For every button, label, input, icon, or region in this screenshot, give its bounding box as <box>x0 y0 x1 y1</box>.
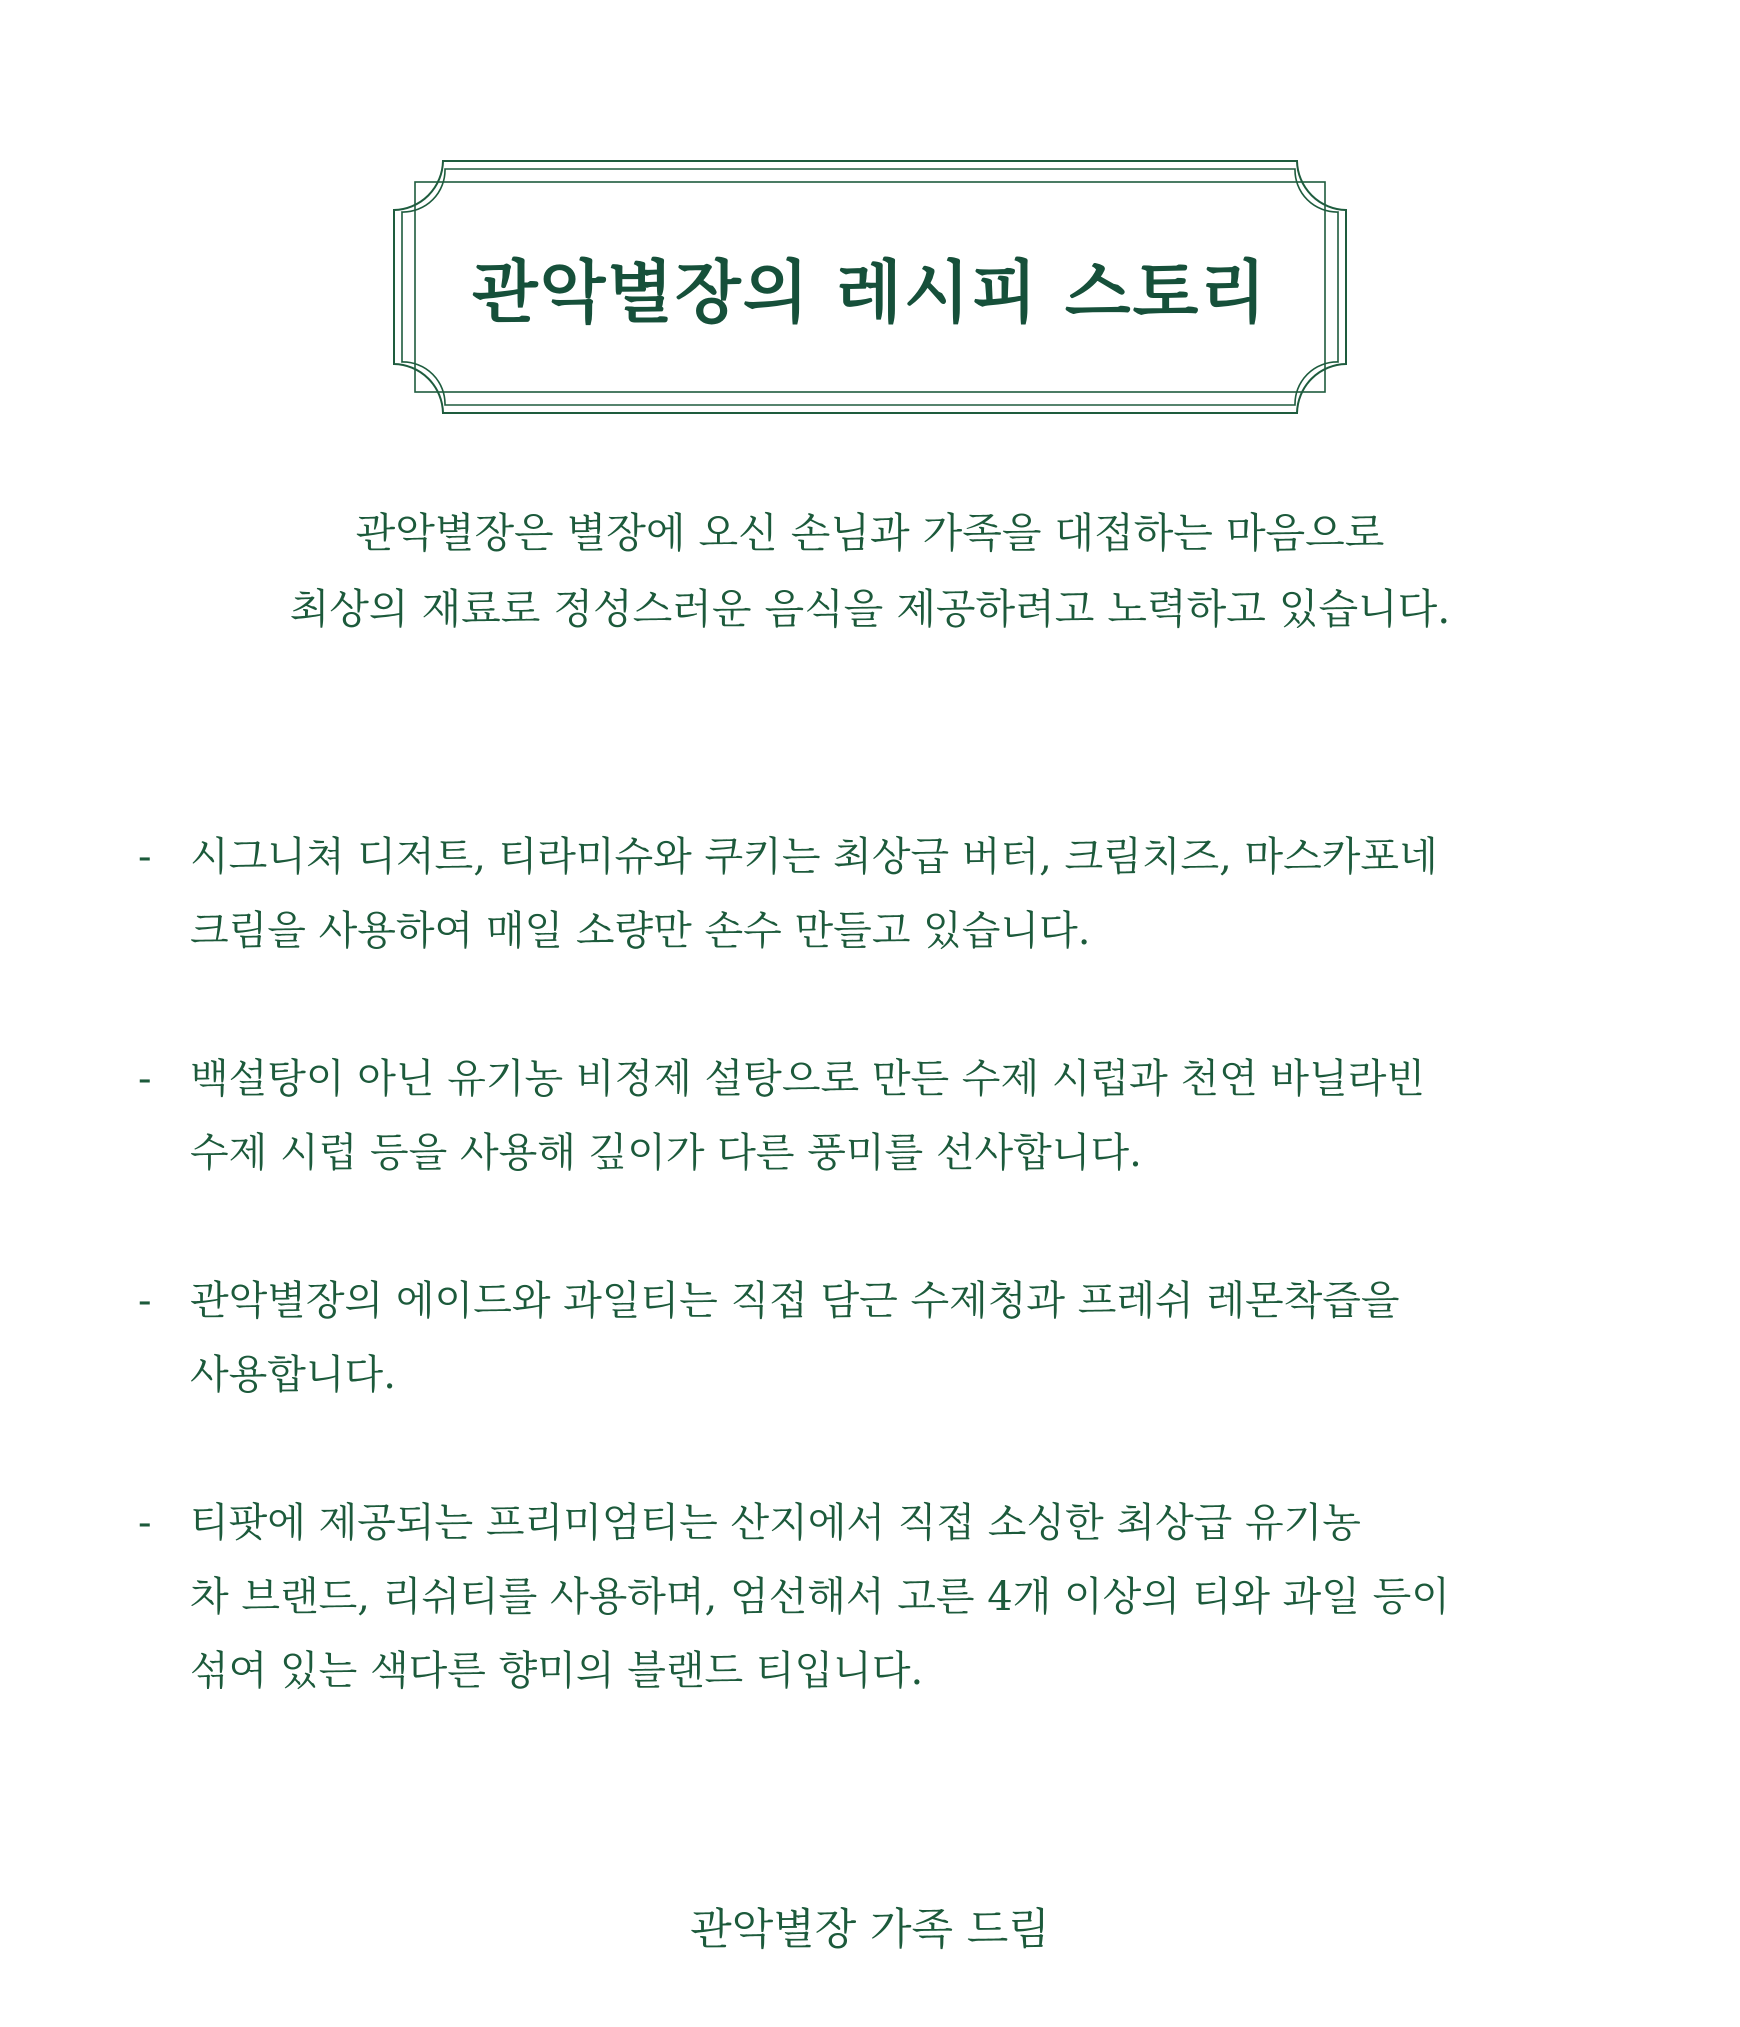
note-line: 차 브랜드, 리쉬티를 사용하며, 엄선해서 고른 4개 이상의 티와 과일 등이 <box>190 1574 1450 1620</box>
bullet-dash: - <box>138 1500 152 1546</box>
note-line: 티팟에 제공되는 프리미엄티는 산지에서 직접 소싱한 최상급 유기농 <box>190 1500 1361 1546</box>
note-line: 관악별장의 에이드와 과일티는 직접 담근 수제청과 프레쉬 레몬착즙을 <box>190 1278 1400 1324</box>
signature: 관악별장 가족 드림 <box>690 1905 1050 1955</box>
list-item <box>138 1042 1638 1190</box>
note-line: 섞여 있는 색다른 향미의 블랜드 티입니다. <box>190 1648 924 1694</box>
list-item <box>138 1486 1638 1708</box>
note-line: 시그니쳐 디저트, 티라미슈와 쿠키는 최상급 버터, 크림치즈, 마스카포네 <box>190 834 1438 880</box>
list-item <box>138 1264 1638 1412</box>
intro-paragraph <box>0 495 1740 647</box>
recipe-notes-list <box>138 820 1638 1782</box>
title-frame <box>393 160 1347 414</box>
bullet-dash: - <box>138 1056 152 1102</box>
note-line: 수제 시럽 등을 사용해 깊이가 다른 풍미를 선사합니다. <box>190 1130 1142 1176</box>
list-item <box>138 820 1638 968</box>
note-line: 백설탕이 아닌 유기농 비정제 설탕으로 만든 수제 시럽과 천연 바닐라빈 <box>190 1056 1425 1102</box>
intro-line: 관악별장은 별장에 오신 손님과 가족을 대접하는 마음으로 <box>355 509 1385 557</box>
intro-line: 최상의 재료로 정성스러운 음식을 제공하려고 노력하고 있습니다. <box>289 585 1451 633</box>
page-title: 관악별장의 레시피 스토리 <box>472 253 1268 333</box>
note-line: 사용합니다. <box>190 1352 396 1398</box>
bullet-dash: - <box>138 834 152 880</box>
bullet-dash: - <box>138 1278 152 1324</box>
note-line: 크림을 사용하여 매일 소량만 손수 만들고 있습니다. <box>190 908 1091 954</box>
